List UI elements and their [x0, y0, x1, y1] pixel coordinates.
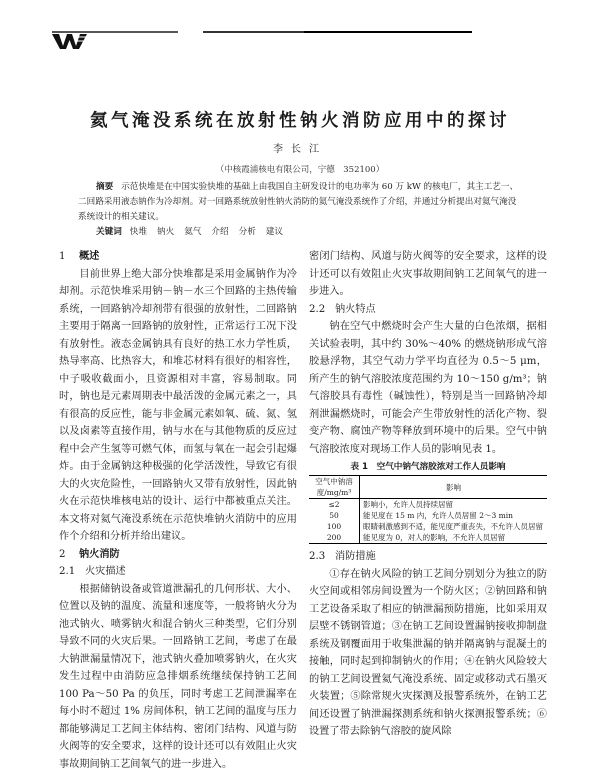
table-row	[309, 521, 547, 532]
section-2-1-paragraph: 根据储钠设备或管道泄漏孔的几何形状、大小、位置以及钠的温度、流量和速度等，一般将钠火分为池式钠火、喷雾钠火和混合钠火三种类型，它们分别导致不同的火灾后果。一回路钠工艺间，考虑了在最大钠泄漏量情况下，池式钠火叠加喷雾钠火，在火灾发生过程中由消防应急排烟系统继续保持钠工艺间 100 Pa～50 Pa 的负压，同时考虑工艺间泄漏率在每小时不超过 1% 房间体积，钠工艺间的温度与压力都能够满足工艺间主体结构、密闭门结构、风道与防火阀等的安全要求，这样的设计还可以有效阻止火灾事故期间钠工艺间氧气的进一步进入。	[59, 581, 297, 773]
journal-w-logo-icon	[52, 32, 90, 50]
table-1-caption: 表 1 空气中钠气溶胶浓对工作人员影响	[309, 461, 547, 473]
keyword: 钠火	[157, 227, 174, 237]
table-cell: 100	[309, 521, 360, 532]
table-cell: 200	[309, 532, 360, 544]
keyword: 氦气	[184, 227, 201, 237]
right-column-content	[309, 248, 547, 741]
table-row	[309, 499, 547, 511]
table-row	[309, 510, 547, 521]
left-column	[59, 248, 297, 773]
abstract-text: 示范快堆是在中国实验快堆的基础上由我国自主研发设计的电功率为 60 万 kW 的核电厂，其主工艺一、二回路采用液态钠作为冷却剂。对一回路系统放射性钠火消防的氦气淹没系统作了介绍，并通过分析提出对氦气淹没系统设计的相关建议。	[78, 182, 518, 222]
table-header-row	[309, 476, 547, 499]
abstract-label: 摘要	[96, 182, 113, 192]
keyword: 分析	[239, 227, 256, 237]
article-title: 氦气淹没系统在放射性钠火消防应用中的探讨	[0, 107, 600, 132]
section-heading-2-1: 2.1 火灾描述	[59, 563, 297, 581]
section-2-3-paragraph: ①存在钠火风险的钠工艺间分别划分为独立的防火空间或相邻房间设置为一个防火区；②钠回路和钠工艺设备采取了相应的钠泄漏预防措施，比如采用双层壁不锈钢管道；③在钠工艺间设置漏钠接收抑制盘系统及钢覆面用于收集泄漏的钠并隔离钠与混凝土的接触，同时起到抑制钠火的作用；④在钠火风险较大的钠工艺间设置氦气淹没系统、固定或移动式石墨灭火装置；⑤除常规火灾探测及报警系统外，在钠工艺间还设置了钠泄漏探测系统和钠火探测报警系统；⑥设置了带去除钠气溶胶的旋风除	[309, 566, 547, 741]
keywords-label: 关键词	[96, 227, 122, 237]
table-cell: 能见度在 15 m 内，允许人员居留 2～3 min	[360, 510, 548, 521]
table-row	[309, 532, 547, 544]
keyword: 快堆	[130, 227, 147, 237]
section-2-2-paragraph: 钠在空气中燃烧时会产生大量的白色浓烟，据相关试验表明，其中约 30%～40% 的燃烧钠形成气溶胶悬浮物，其空气动力学平均直径为 0.5～5 μm，所产生的钠气溶胶浓度范围约为 10～150 g/m³；钠气溶胶具有毒性（碱蚀性），特别是当一回路钠冷却剂泄漏燃烧时，可能会产生带放射性的活化产物、裂变产物、腐蚀产物等释放到环境中的后果。空气中钠气溶胶浓度对现场工作人员的影响见表 1。	[309, 318, 547, 458]
section-1-paragraph: 目前世界上绝大部分快堆都是采用金属钠作为冷却剂。示范快堆采用钠－钠－水三个回路的主热传输系统，一回路钠冷却剂带有很强的放射性，二回路钠主要用于隔离一回路钠的放射性，正常运行工况下没有放射性。液态金属钠具有良好的热工水力学性质，热导率高、比热容大，和堆芯材料有很好的相容性，中子吸收截面小，且资源相对丰富，容易制取。同时，钠也是元素周期表中最活泼的金属元素之一，具有很高的反应性，能与非金属元素如氧、硫、氮、氢以及卤素等直接作用，钠与水在与其他物质的反应过程中会产生氢等可燃气体，而氢与氧在一起会引起爆炸。由于金属钠这种极强的化学活泼性，导致它有很大的火灾危险性，一回路钠火又带有放射性，因此钠火在示范快堆核电站的设计、运行中都被重点关注。本文将对氦气淹没系统在示范快堆钠火消防中的应用作个介绍和分析并给出建议。	[59, 266, 297, 546]
table-cell: 50	[309, 510, 360, 521]
table-header-effect: 影响	[360, 476, 548, 499]
keyword: 建议	[266, 227, 283, 237]
section-heading-1: 1 概述	[59, 248, 297, 266]
table-cell: ≤2	[309, 499, 360, 511]
section-heading-2: 2 钠火消防	[59, 546, 297, 564]
section-heading-2-3: 2.3 消防措施	[309, 548, 547, 566]
table-cell: 眼睛刺激感到不适，能见度严重丧失，不允许人员居留	[360, 521, 548, 532]
article-affiliation: （中核霞浦核电有限公司，宁德 352100）	[0, 163, 600, 175]
table-header-concentration: 空气中钠溶度/mg/m³	[309, 476, 360, 499]
section-2-1-continuation: 密闭门结构、风道与防火阀等的安全要求，这样的设计还可以有效阻止火灾事故期间钠工艺间氧气的进一步进入。	[309, 248, 547, 301]
table-cell: 能见度为 0，对人的影响，不允许人员居留	[360, 532, 548, 544]
table-1	[309, 475, 547, 544]
table-cell: 影响小，允许人员持续居留	[360, 499, 548, 511]
keyword: 介绍	[211, 227, 228, 237]
article-author: 李长江	[0, 140, 600, 155]
section-heading-2-2: 2.2 钠火特点	[309, 301, 547, 319]
